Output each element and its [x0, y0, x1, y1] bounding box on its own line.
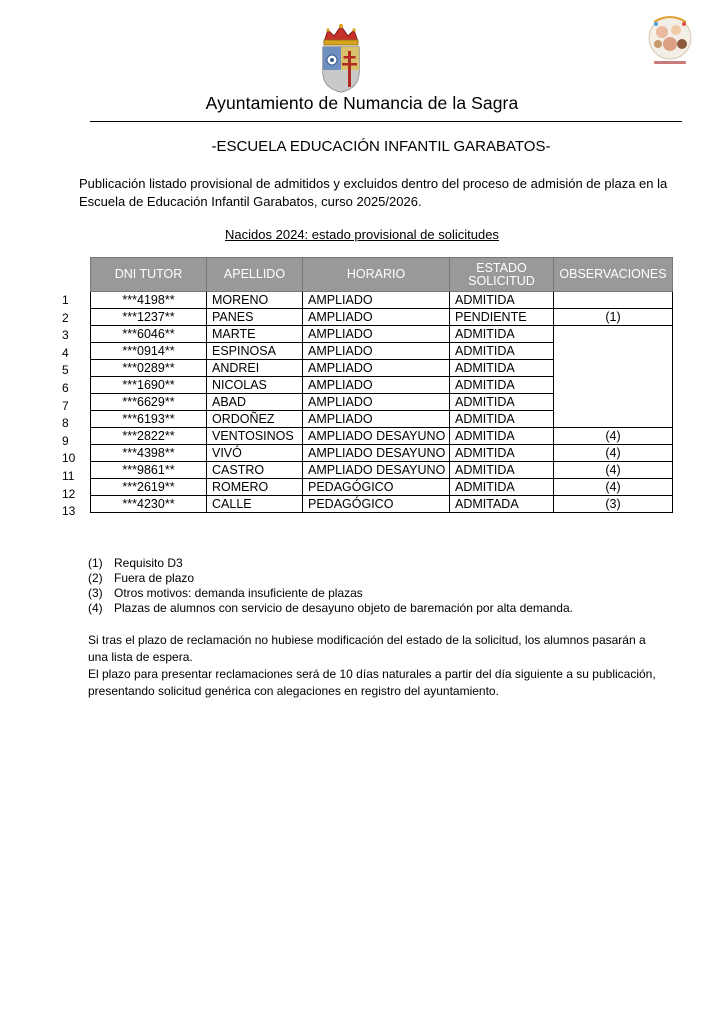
table-row	[91, 326, 673, 343]
cell-dni: ***6193**	[91, 411, 207, 428]
cell-apellido: ORDOÑEZ	[207, 411, 303, 428]
footnote-number: (3)	[88, 586, 103, 600]
cell-dni: ***6629**	[91, 394, 207, 411]
footnotes	[88, 556, 573, 616]
cell-observaciones: (4)	[554, 445, 673, 462]
cell-estado: ADMITADA	[450, 496, 554, 513]
waitlist-paragraph: Si tras el plazo de reclamación no hubiese modificación del estado de la solicitud, los alumnos pasarán a una lista de espera.	[88, 633, 646, 664]
cell-observaciones: (4)	[554, 428, 673, 445]
table-row	[91, 411, 673, 428]
cell-estado: ADMITIDA	[450, 377, 554, 394]
cell-horario: PEDAGÓGICO	[303, 479, 450, 496]
footnote-item	[88, 571, 573, 586]
cell-horario: AMPLIADO	[303, 411, 450, 428]
cell-dni: ***4230**	[91, 496, 207, 513]
row-number: 10	[62, 451, 76, 466]
column-header-estado-label: ESTADO SOLICITUD	[468, 260, 535, 288]
intro-paragraph: Publicación listado provisional de admitidos y excluidos dentro del proceso de admisión de plaza en la Escuela de Educación Infantil Garabatos, curso 2025/2026.	[79, 176, 668, 209]
cell-apellido: CALLE	[207, 496, 303, 513]
table-row	[91, 496, 673, 513]
cell-horario: AMPLIADO	[303, 309, 450, 326]
cell-horario: AMPLIADO DESAYUNO	[303, 428, 450, 445]
footnote-text: Requisito D3	[114, 556, 183, 570]
cell-apellido: MARTE	[207, 326, 303, 343]
table-row	[91, 360, 673, 377]
municipality-title: Ayuntamiento de Numancia de la Sagra	[205, 93, 519, 113]
column-header-apellido: APELLIDO	[207, 258, 303, 292]
cell-horario: AMPLIADO DESAYUNO	[303, 445, 450, 462]
footnote-number: (4)	[88, 601, 103, 615]
cell-horario: PEDAGÓGICO	[303, 496, 450, 513]
cell-horario: AMPLIADO	[303, 326, 450, 343]
cell-observaciones	[554, 394, 673, 411]
row-numbers	[62, 292, 82, 521]
footnote-item	[88, 601, 573, 616]
table-row	[91, 394, 673, 411]
cell-observaciones	[554, 326, 673, 343]
cell-apellido: PANES	[207, 309, 303, 326]
column-header-horario: HORARIO	[303, 258, 450, 292]
cell-apellido: ESPINOSA	[207, 343, 303, 360]
row-number: 12	[62, 486, 76, 501]
cell-dni: ***4398**	[91, 445, 207, 462]
cell-dni: ***2619**	[91, 479, 207, 496]
row-number: 6	[62, 380, 69, 395]
cell-apellido: ABAD	[207, 394, 303, 411]
cell-dni: ***0914**	[91, 343, 207, 360]
school-logo-icon	[644, 14, 696, 68]
cell-dni: ***2822**	[91, 428, 207, 445]
row-number: 7	[62, 398, 69, 413]
row-number: 13	[62, 504, 76, 519]
cell-apellido: ANDREI	[207, 360, 303, 377]
applications-table	[90, 257, 673, 513]
school-title: -ESCUELA EDUCACIÓN INFANTIL GARABATOS-	[211, 138, 551, 155]
row-number: 8	[62, 416, 69, 431]
cell-estado: PENDIENTE	[450, 309, 554, 326]
cell-horario: AMPLIADO	[303, 377, 450, 394]
cell-observaciones	[554, 411, 673, 428]
column-header-estado	[450, 258, 554, 292]
cell-apellido: VENTOSINOS	[207, 428, 303, 445]
footnote-text: Fuera de plazo	[114, 571, 195, 585]
claims-paragraph: El plazo para presentar reclamaciones será de 10 días naturales a partir del día siguiente a su publicación, presentando solicitud genérica con alegaciones en registro del ayuntamiento.	[88, 667, 656, 698]
row-number: 11	[62, 468, 75, 483]
cell-apellido: CASTRO	[207, 462, 303, 479]
cell-apellido: VIVÓ	[207, 445, 303, 462]
cell-horario: AMPLIADO DESAYUNO	[303, 462, 450, 479]
cell-observaciones: (1)	[554, 309, 673, 326]
row-number: 3	[62, 328, 69, 343]
row-number: 1	[62, 293, 69, 307]
cell-dni: ***9861**	[91, 462, 207, 479]
cell-estado: ADMITIDA	[450, 343, 554, 360]
cell-dni: ***1690**	[91, 377, 207, 394]
cell-estado: ADMITIDA	[450, 292, 554, 309]
coat-of-arms-icon	[318, 20, 364, 94]
row-number: 9	[62, 433, 69, 448]
footnote-text: Otros motivos: demanda insuficiente de plazas	[114, 586, 363, 600]
cell-estado: ADMITIDA	[450, 479, 554, 496]
table-row	[91, 343, 673, 360]
header-divider	[90, 121, 682, 122]
table-row	[91, 309, 673, 326]
footnote-item	[88, 556, 573, 571]
cell-estado: ADMITIDA	[450, 411, 554, 428]
cell-dni: ***4198**	[91, 292, 207, 309]
table-row	[91, 292, 673, 309]
cell-estado: ADMITIDA	[450, 326, 554, 343]
cell-dni: ***0289**	[91, 360, 207, 377]
cell-estado: ADMITIDA	[450, 360, 554, 377]
cell-observaciones: (4)	[554, 462, 673, 479]
row-number: 5	[62, 363, 69, 378]
cell-estado: ADMITIDA	[450, 462, 554, 479]
cell-apellido: NICOLAS	[207, 377, 303, 394]
footnote-number: (1)	[88, 556, 103, 570]
cell-horario: AMPLIADO	[303, 343, 450, 360]
cell-dni: ***6046**	[91, 326, 207, 343]
table-row	[91, 445, 673, 462]
footnote-item	[88, 586, 573, 601]
table-header-row	[91, 258, 673, 292]
cell-observaciones	[554, 292, 673, 309]
table-row	[91, 377, 673, 394]
cell-estado: ADMITIDA	[450, 428, 554, 445]
cell-observaciones: (3)	[554, 496, 673, 513]
row-number: 4	[62, 345, 69, 360]
cell-apellido: MORENO	[207, 292, 303, 309]
cell-horario: AMPLIADO	[303, 360, 450, 377]
closing-text	[88, 632, 668, 700]
cell-estado: ADMITIDA	[450, 445, 554, 462]
cell-observaciones	[554, 343, 673, 360]
table-row	[91, 479, 673, 496]
cell-observaciones	[554, 377, 673, 394]
footnote-text: Plazas de alumnos con servicio de desayuno objeto de baremación por alta demanda.	[114, 601, 573, 615]
table-caption: Nacidos 2024: estado provisional de solicitudes	[225, 227, 499, 242]
row-number: 2	[62, 310, 69, 325]
cell-horario: AMPLIADO	[303, 292, 450, 309]
cell-observaciones	[554, 360, 673, 377]
cell-dni: ***1237**	[91, 309, 207, 326]
cell-estado: ADMITIDA	[450, 394, 554, 411]
table-row	[91, 462, 673, 479]
table-row	[91, 428, 673, 445]
column-header-observaciones: OBSERVACIONES	[554, 258, 673, 292]
footnote-number: (2)	[88, 571, 103, 585]
cell-horario: AMPLIADO	[303, 394, 450, 411]
cell-apellido: ROMERO	[207, 479, 303, 496]
cell-observaciones: (4)	[554, 479, 673, 496]
column-header-dni: DNI TUTOR	[91, 258, 207, 292]
